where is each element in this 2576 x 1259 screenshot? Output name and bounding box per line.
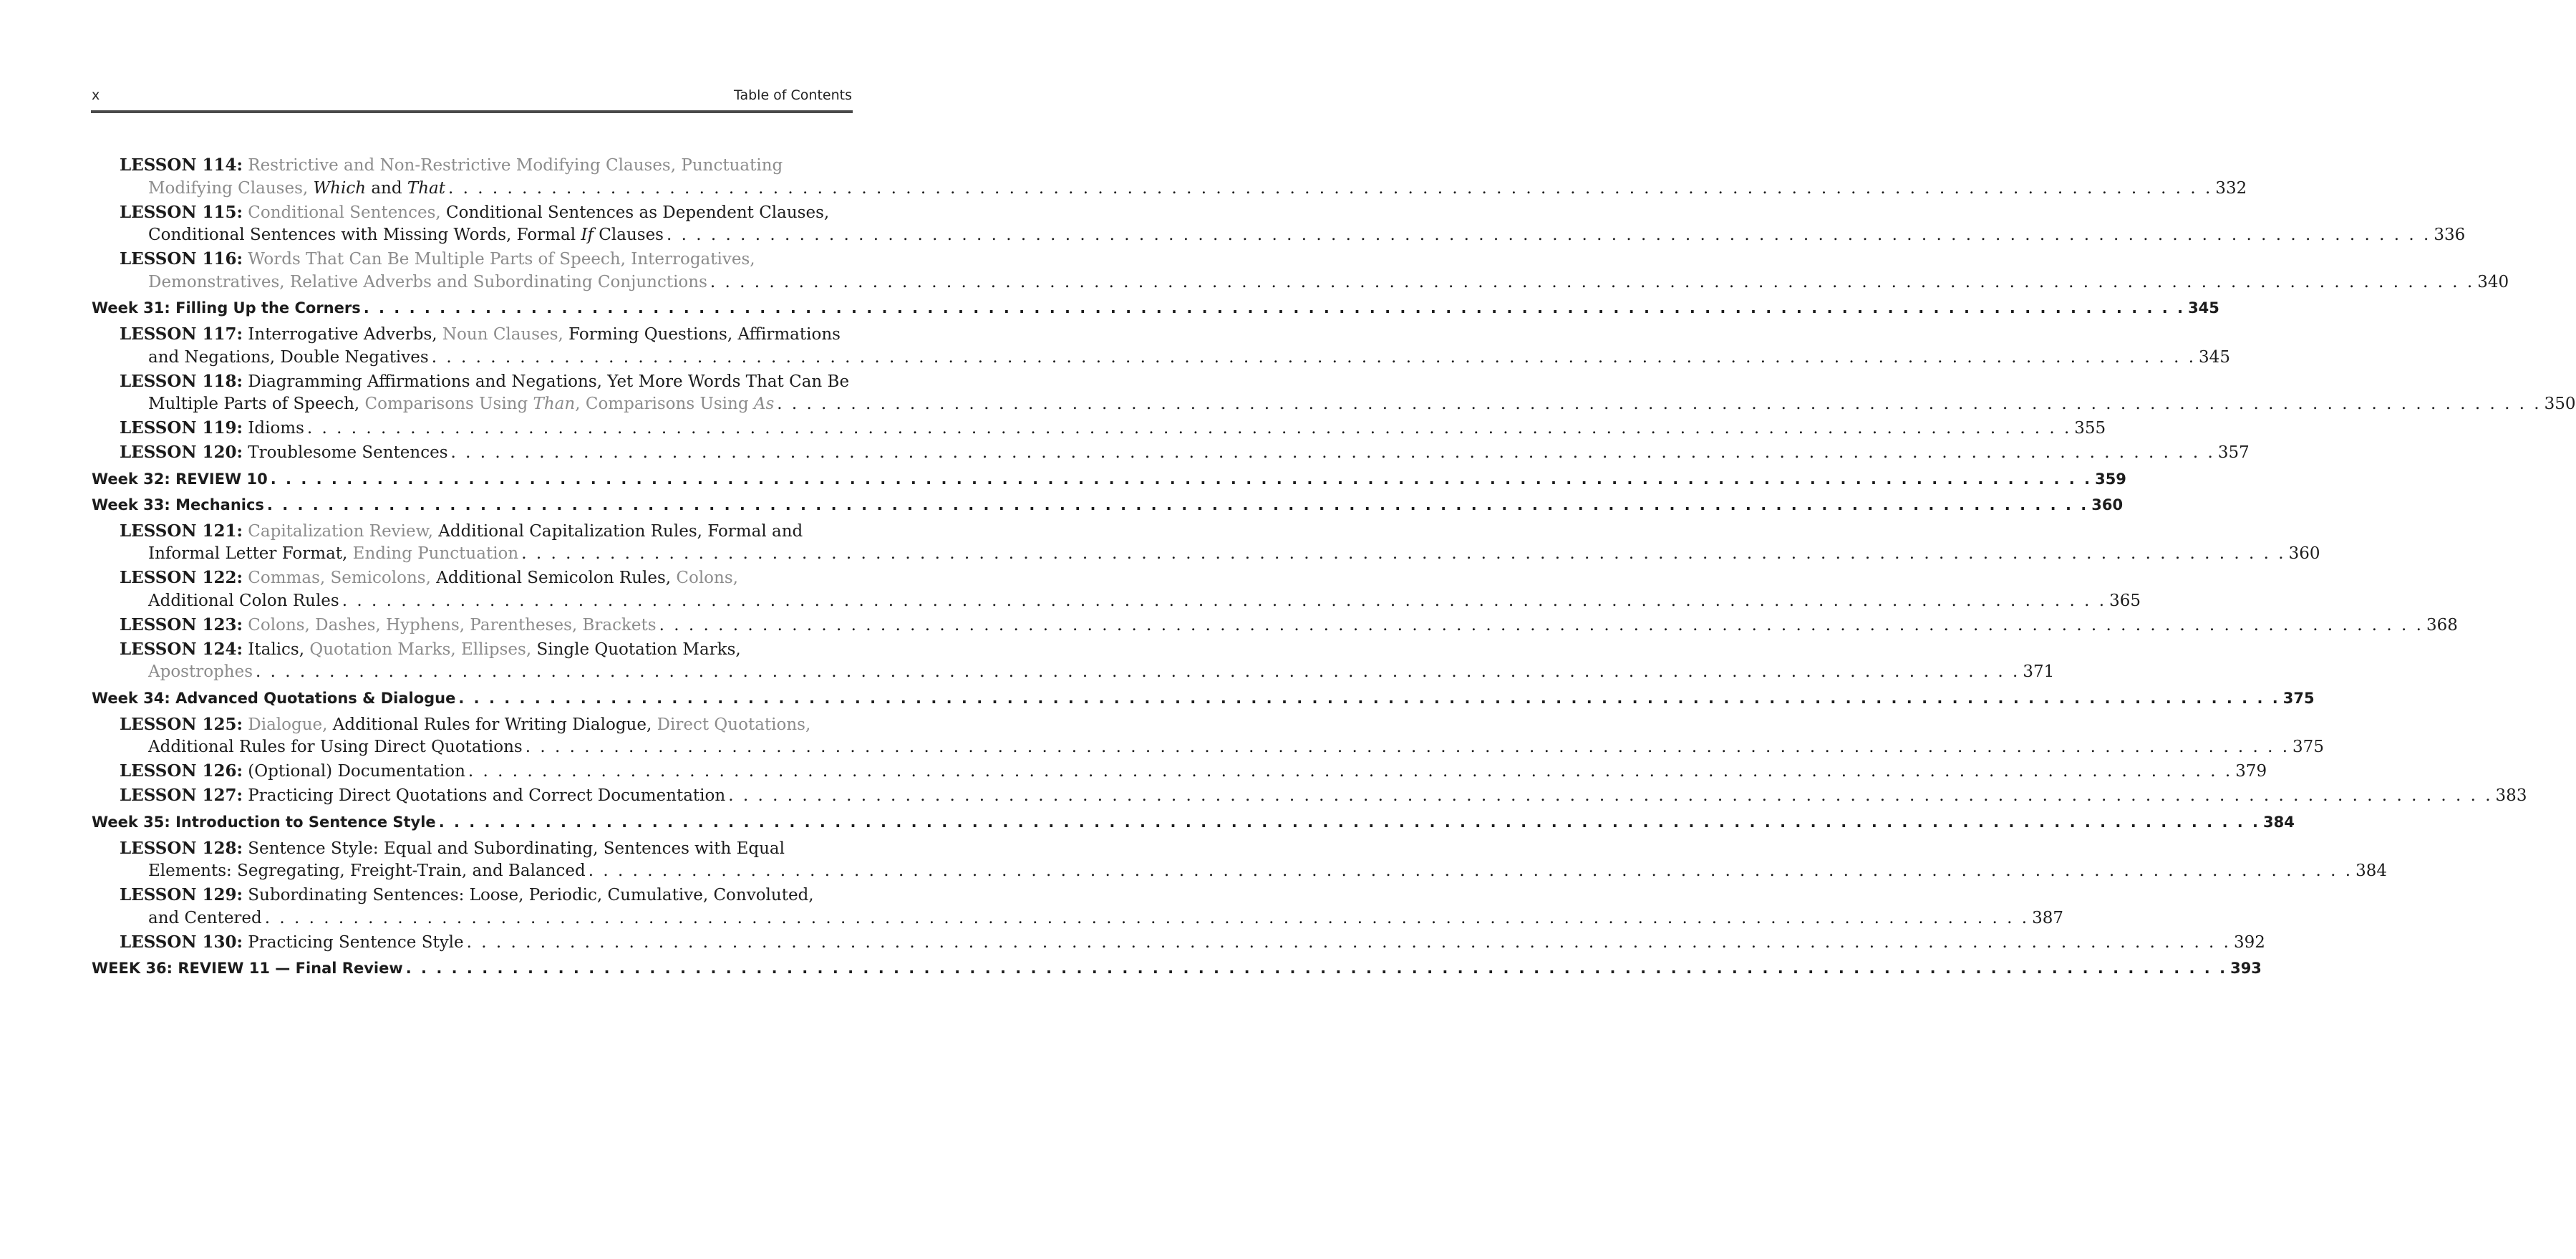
page-number: 379 bbox=[2235, 762, 2267, 781]
toc-week-entry[interactable] bbox=[92, 468, 2126, 490]
page-number: 368 bbox=[2426, 615, 2458, 635]
dot-leader: . . . . . . . . . . . . . . . . . . . . . . . . . . . . . . . . . . . . . . . . . . . . . . . . . . . . . . . . . . . . . . . . . . . . . . . . . . . . . . . . . . . . . . . . . . . . . . . . . . . . . . . . . . . . . . . . . . . . . . . . bbox=[468, 762, 2233, 781]
title-segment: Practicing Direct Quotations and Correct Documentation bbox=[242, 786, 726, 805]
week-title: Week 35: Introduction to Sentence Style bbox=[92, 813, 436, 831]
title-segment: and bbox=[366, 178, 407, 198]
page-number: 375 bbox=[2282, 689, 2315, 707]
toc-lesson-entry[interactable] bbox=[92, 784, 2527, 808]
lesson-label: LESSON 117: bbox=[120, 324, 243, 344]
toc-line bbox=[120, 441, 2250, 465]
toc-line bbox=[120, 590, 2141, 613]
title-segment: Additional Rules for Writing Dialogue, bbox=[332, 715, 657, 734]
title-segment: If bbox=[581, 226, 594, 244]
dot-leader: . . . . . . . . . . . . . . . . . . . . . . . . . . . . . . . . . . . . . . . . . . . . . . . . . . . . . . . . . . . . . . . . . . . . . . . . . . . . . . . . . . . . . . . . . . . . . . . . . . . . . . . . . . . . . . . . . . . . . . . . bbox=[270, 470, 2093, 488]
title-segment: Capitalization Review, bbox=[242, 521, 439, 541]
dot-leader: . . . . . . . . . . . . . . . . . . . . . . . . . . . . . . . . . . . . . . . . . . . . . . . . . . . . . . . . . . . . . . . . . . . . . . . . . . . . . . . . . . . . . . . . . . . . . . . . . . . . . . . . . . . . . . . . . . . . . . . . bbox=[342, 591, 2107, 610]
toc-line bbox=[120, 713, 852, 737]
title-segment: Diagramming Affirmations and Negations, Yet More Words That Can Be bbox=[242, 372, 850, 391]
title-segment: Subordinating Sentences: Loose, Periodic, Cumulative, Convoluted, bbox=[242, 886, 814, 905]
dot-leader: . . . . . . . . . . . . . . . . . . . . . . . . . . . . . . . . . . . . . . . . . . . . . . . . . . . . . . . . . . . . . . . . . . . . . . . . . . . . . . . . . . . . . . . . . . . . . . . . . . . . . . . . . . . . . . . . . . . . . . . . bbox=[431, 347, 2197, 367]
page-number: 340 bbox=[2477, 272, 2509, 291]
title-segment: Idioms bbox=[242, 419, 304, 438]
toc-line bbox=[92, 297, 2219, 319]
title-segment: Commas, Semicolons, bbox=[242, 569, 437, 587]
lesson-title-text bbox=[148, 907, 262, 930]
lesson-label: LESSON 124: bbox=[120, 639, 243, 659]
lesson-title-text bbox=[148, 271, 707, 294]
title-segment: Conditional Sentences with Missing Words, Formal bbox=[148, 226, 581, 244]
lesson-label: LESSON 127: bbox=[120, 786, 243, 805]
toc-lesson-entry[interactable] bbox=[92, 370, 2576, 416]
lesson-label: LESSON 130: bbox=[120, 932, 243, 952]
toc-line bbox=[120, 784, 2527, 808]
lesson-title-text bbox=[148, 661, 253, 684]
title-segment: Interrogative Adverbs, bbox=[242, 325, 442, 344]
toc-line bbox=[120, 931, 2265, 955]
toc-line bbox=[120, 907, 2064, 930]
toc-line bbox=[92, 468, 2126, 490]
toc-lesson-entry[interactable] bbox=[92, 323, 2230, 369]
toc-line bbox=[120, 323, 852, 347]
lesson-title-text bbox=[148, 224, 664, 247]
lesson-title-text bbox=[120, 154, 783, 178]
toc-lesson-entry[interactable] bbox=[92, 614, 2458, 637]
title-segment: Conditional Sentences as Dependent Clauses, bbox=[446, 203, 830, 222]
toc-line bbox=[120, 347, 2230, 370]
toc-line bbox=[120, 638, 852, 662]
page-number: 357 bbox=[2217, 443, 2250, 462]
dot-leader: . . . . . . . . . . . . . . . . . . . . . . . . . . . . . . . . . . . . . . . . . . . . . . . . . . . . . . . . . . . . . . . . . . . . . . . . . . . . . . . . . . . . . . . . . . . . . . . . . . . . . . . . . . . . . . . . . . . . . . . . bbox=[458, 689, 2280, 707]
toc-lesson-entry[interactable] bbox=[92, 931, 2265, 955]
toc-lesson-entry[interactable] bbox=[92, 154, 2247, 200]
page-number: 365 bbox=[2109, 591, 2141, 610]
title-segment: As bbox=[753, 395, 775, 413]
page-number: 336 bbox=[2434, 226, 2466, 244]
toc-line bbox=[120, 543, 2320, 566]
toc-line bbox=[120, 884, 852, 907]
page-number: 332 bbox=[2215, 178, 2247, 198]
lesson-label: LESSON 114: bbox=[120, 155, 243, 175]
toc-line bbox=[120, 248, 852, 271]
toc-line bbox=[120, 520, 852, 544]
lesson-title-text bbox=[148, 590, 339, 613]
header-rule bbox=[91, 110, 853, 113]
toc-week-entry[interactable] bbox=[92, 297, 2219, 319]
title-segment: Dialogue, bbox=[242, 715, 333, 734]
toc-lesson-entry[interactable] bbox=[92, 837, 2387, 883]
page-number: 350 bbox=[2544, 395, 2576, 413]
dot-leader: . . . . . . . . . . . . . . . . . . . . . . . . . . . . . . . . . . . . . . . . . . . . . . . . . . . . . . . . . . . . . . . . . . . . . . . . . . . . . . . . . . . . . . . . . . . . . . . . . . . . . . . . . . . . . . . . . . . . . . . . bbox=[256, 662, 2020, 681]
toc-lesson-entry[interactable] bbox=[92, 248, 2509, 294]
lesson-label: LESSON 118: bbox=[120, 371, 243, 391]
toc-line bbox=[120, 736, 2324, 759]
page-number: 355 bbox=[2074, 419, 2106, 438]
week-title: Week 33: Mechanics bbox=[92, 496, 264, 513]
lesson-label: LESSON 125: bbox=[120, 714, 243, 734]
running-title: Table of Contents bbox=[734, 87, 852, 103]
toc-line bbox=[120, 417, 2106, 440]
lesson-title-text bbox=[120, 370, 849, 394]
table-of-contents bbox=[92, 154, 2576, 983]
title-segment: and Centered bbox=[148, 908, 262, 927]
dot-leader: . . . . . . . . . . . . . . . . . . . . . . . . . . . . . . . . . . . . . . . . . . . . . . . . . . . . . . . . . . . . . . . . . . . . . . . . . . . . . . . . . . . . . . . . . . . . . . . . . . . . . . . . . . . . . . . . . . . . . . . . bbox=[588, 862, 2353, 880]
page-number: 384 bbox=[2263, 813, 2295, 831]
lesson-label: LESSON 121: bbox=[120, 521, 243, 541]
dot-leader: . . . . . . . . . . . . . . . . . . . . . . . . . . . . . . . . . . . . . . . . . . . . . . . . . . . . . . . . . . . . . . . . . . . . . . . . . . . . . . . . . . . . . . . . . . . . . . . . . . . . . . . . . . . . . . . . . . . . . . . . bbox=[777, 395, 2542, 413]
lesson-title-text bbox=[120, 614, 657, 637]
title-segment: Than bbox=[533, 395, 576, 413]
title-segment: Direct Quotations, bbox=[657, 715, 811, 734]
page-number: 384 bbox=[2355, 862, 2387, 880]
toc-line bbox=[92, 811, 2295, 833]
lesson-label: LESSON 115: bbox=[120, 202, 243, 222]
page-number: 371 bbox=[2023, 662, 2055, 681]
toc-lesson-entry[interactable] bbox=[92, 713, 2324, 759]
title-segment: Italics, bbox=[242, 640, 310, 659]
title-segment: Additional Colon Rules bbox=[148, 591, 339, 610]
lesson-title-text bbox=[120, 201, 829, 225]
lesson-title-text bbox=[120, 248, 755, 271]
toc-line bbox=[120, 224, 2466, 247]
lesson-title-text bbox=[148, 860, 586, 883]
toc-line bbox=[92, 688, 2315, 709]
lesson-title-text bbox=[120, 638, 741, 662]
lesson-title-text bbox=[120, 784, 725, 808]
toc-line bbox=[120, 154, 852, 178]
week-title: Week 31: Filling Up the Corners bbox=[92, 299, 361, 317]
lesson-label: LESSON 129: bbox=[120, 885, 243, 905]
toc-week-entry[interactable] bbox=[92, 811, 2295, 833]
page-number: 393 bbox=[2230, 960, 2262, 977]
lesson-title-text bbox=[120, 713, 810, 737]
toc-line bbox=[120, 201, 852, 225]
toc-line bbox=[120, 178, 2247, 201]
toc-line bbox=[120, 566, 852, 590]
toc-lesson-entry[interactable] bbox=[92, 566, 2141, 612]
dot-leader: . . . . . . . . . . . . . . . . . . . . . . . . . . . . . . . . . . . . . . . . . . . . . . . . . . . . . . . . . . . . . . . . . . . . . . . . . . . . . . . . . . . . . . . . . . . . . . . . . . . . . . . . . . . . . . . . . . . . . . . . bbox=[266, 496, 2089, 513]
title-segment: Informal Letter Format, bbox=[148, 544, 353, 563]
dot-leader: . . . . . . . . . . . . . . . . . . . . . . . . . . . . . . . . . . . . . . . . . . . . . . . . . . . . . . . . . . . . . . . . . . . . . . . . . . . . . . . . . . . . . . . . . . . . . . . . . . . . . . . . . . . . . . . . . . . . . . . . bbox=[363, 299, 2186, 317]
toc-line bbox=[120, 393, 2576, 416]
title-segment: Multiple Parts of Speech, bbox=[148, 395, 365, 413]
title-segment: Practicing Sentence Style bbox=[242, 932, 464, 952]
title-segment: Additional Capitalization Rules, Formal and bbox=[438, 521, 803, 541]
title-segment: (Optional) Documentation bbox=[242, 762, 465, 781]
lesson-title-text bbox=[148, 347, 429, 370]
lesson-title-text bbox=[120, 884, 814, 907]
toc-line bbox=[92, 494, 2124, 516]
title-segment: Demonstratives, Relative Adverbs and Subordinating Conjunctions bbox=[148, 272, 707, 291]
toc-line bbox=[120, 271, 2509, 294]
dot-leader: . . . . . . . . . . . . . . . . . . . . . . . . . . . . . . . . . . . . . . . . . . . . . . . . . . . . . . . . . . . . . . . . . . . . . . . . . . . . . . . . . . . . . . . . . . . . . . . . . . . . . . . . . . . . . . . . . . . . . . . . bbox=[728, 786, 2493, 805]
lesson-label: LESSON 122: bbox=[120, 568, 243, 587]
toc-lesson-entry[interactable] bbox=[92, 417, 2106, 440]
week-title: Week 32: REVIEW 10 bbox=[92, 470, 268, 488]
dot-leader: . . . . . . . . . . . . . . . . . . . . . . . . . . . . . . . . . . . . . . . . . . . . . . . . . . . . . . . . . . . . . . . . . . . . . . . . . . . . . . . . . . . . . . . . . . . . . . . . . . . . . . . . . . . . . . . . . . . . . . . . bbox=[666, 226, 2431, 244]
title-segment: Sentence Style: Equal and Subordinating, Sentences with Equal bbox=[242, 839, 785, 858]
toc-lesson-entry[interactable] bbox=[92, 638, 2055, 684]
toc-line bbox=[120, 614, 2458, 637]
title-segment: Modifying Clauses, bbox=[148, 178, 314, 198]
title-segment: Elements: Segregating, Freight-Train, and Balanced bbox=[148, 862, 586, 880]
title-segment: Which bbox=[313, 178, 367, 198]
toc-lesson-entry[interactable] bbox=[92, 520, 2320, 566]
title-segment: , Comparisons Using bbox=[575, 395, 754, 413]
toc-line bbox=[120, 837, 852, 861]
title-segment: Clauses bbox=[593, 226, 664, 244]
page-number: 360 bbox=[2288, 544, 2320, 563]
title-segment: and Negations, Double Negatives bbox=[148, 347, 429, 367]
title-segment: That bbox=[407, 178, 446, 198]
dot-leader: . . . . . . . . . . . . . . . . . . . . . . . . . . . . . . . . . . . . . . . . . . . . . . . . . . . . . . . . . . . . . . . . . . . . . . . . . . . . . . . . . . . . . . . . . . . . . . . . . . . . . . . . . . . . . . . . . . . . . . . . bbox=[521, 544, 2286, 563]
lesson-title-text bbox=[148, 178, 445, 201]
lesson-title-text bbox=[120, 441, 448, 465]
toc-line bbox=[120, 860, 2387, 883]
week-title: WEEK 36: REVIEW 11 — Final Review bbox=[92, 960, 403, 977]
lesson-title-text bbox=[148, 393, 774, 416]
title-segment: Troublesome Sentences bbox=[242, 443, 448, 462]
title-segment: Colons, bbox=[676, 569, 738, 587]
toc-week-entry[interactable] bbox=[92, 957, 2262, 979]
page-number: 383 bbox=[2495, 786, 2527, 805]
lesson-label: LESSON 119: bbox=[120, 418, 243, 438]
dot-leader: . . . . . . . . . . . . . . . . . . . . . . . . . . . . . . . . . . . . . . . . . . . . . . . . . . . . . . . . . . . . . . . . . . . . . . . . . . . . . . . . . . . . . . . . . . . . . . . . . . . . . . . . . . . . . . . . . . . . . . . . bbox=[466, 932, 2231, 952]
lesson-label: LESSON 123: bbox=[120, 614, 243, 635]
lesson-label: LESSON 126: bbox=[120, 761, 243, 781]
title-segment: Single Quotation Marks, bbox=[536, 640, 741, 659]
lesson-title-text bbox=[120, 417, 304, 440]
toc-line bbox=[92, 957, 2262, 979]
page-number: 387 bbox=[2032, 908, 2064, 927]
title-segment: Forming Questions, Affirmations bbox=[568, 325, 841, 344]
title-segment: Quotation Marks, Ellipses, bbox=[309, 640, 537, 659]
dot-leader: . . . . . . . . . . . . . . . . . . . . . . . . . . . . . . . . . . . . . . . . . . . . . . . . . . . . . . . . . . . . . . . . . . . . . . . . . . . . . . . . . . . . . . . . . . . . . . . . . . . . . . . . . . . . . . . . . . . . . . . . bbox=[659, 615, 2424, 635]
title-segment: Noun Clauses, bbox=[442, 325, 569, 344]
lesson-title-text bbox=[148, 543, 518, 566]
lesson-title-text bbox=[148, 736, 523, 759]
dot-leader: . . . . . . . . . . . . . . . . . . . . . . . . . . . . . . . . . . . . . . . . . . . . . . . . . . . . . . . . . . . . . . . . . . . . . . . . . . . . . . . . . . . . . . . . . . . . . . . . . . . . . . . . . . . . . . . . . . . . . . . . bbox=[710, 272, 2475, 291]
title-segment: Restrictive and Non-Restrictive Modifying Clauses, Punctuating bbox=[242, 156, 783, 175]
week-title: Week 34: Advanced Quotations & Dialogue bbox=[92, 689, 456, 707]
toc-line bbox=[120, 661, 2055, 684]
page-number: 359 bbox=[2095, 470, 2126, 488]
title-segment: Additional Rules for Using Direct Quotations bbox=[148, 738, 523, 756]
title-segment: Apostrophes bbox=[148, 662, 253, 681]
title-segment: Ending Punctuation bbox=[352, 544, 519, 563]
lesson-title-text bbox=[120, 566, 738, 590]
dot-leader: . . . . . . . . . . . . . . . . . . . . . . . . . . . . . . . . . . . . . . . . . . . . . . . . . . . . . . . . . . . . . . . . . . . . . . . . . . . . . . . . . . . . . . . . . . . . . . . . . . . . . . . . . . . . . . . . . . . . . . . . bbox=[450, 443, 2215, 462]
lesson-label: LESSON 120: bbox=[120, 443, 243, 462]
toc-line bbox=[120, 370, 852, 394]
page-number: 375 bbox=[2292, 738, 2324, 756]
dot-leader: . . . . . . . . . . . . . . . . . . . . . . . . . . . . . . . . . . . . . . . . . . . . . . . . . . . . . . . . . . . . . . . . . . . . . . . . . . . . . . . . . . . . . . . . . . . . . . . . . . . . . . . . . . . . . . . . . . . . . . . . bbox=[405, 960, 2228, 977]
dot-leader: . . . . . . . . . . . . . . . . . . . . . . . . . . . . . . . . . . . . . . . . . . . . . . . . . . . . . . . . . . . . . . . . . . . . . . . . . . . . . . . . . . . . . . . . . . . . . . . . . . . . . . . . . . . . . . . . . . . . . . . . bbox=[448, 178, 2213, 198]
title-segment: Conditional Sentences, bbox=[242, 203, 447, 222]
lesson-title-text bbox=[120, 931, 464, 955]
toc-lesson-entry[interactable] bbox=[92, 884, 2064, 930]
lesson-label: LESSON 116: bbox=[120, 249, 243, 269]
toc-lesson-entry[interactable] bbox=[92, 441, 2250, 465]
title-segment: Colons, Dashes, Hyphens, Parentheses, Brackets bbox=[242, 615, 657, 635]
toc-line bbox=[120, 760, 2267, 783]
dot-leader: . . . . . . . . . . . . . . . . . . . . . . . . . . . . . . . . . . . . . . . . . . . . . . . . . . . . . . . . . . . . . . . . . . . . . . . . . . . . . . . . . . . . . . . . . . . . . . . . . . . . . . . . . . . . . . . . . . . . . . . . bbox=[525, 738, 2290, 756]
dot-leader: . . . . . . . . . . . . . . . . . . . . . . . . . . . . . . . . . . . . . . . . . . . . . . . . . . . . . . . . . . . . . . . . . . . . . . . . . . . . . . . . . . . . . . . . . . . . . . . . . . . . . . . . . . . . . . . . . . . . . . . . bbox=[306, 419, 2072, 438]
lesson-title-text bbox=[120, 323, 841, 347]
dot-leader: . . . . . . . . . . . . . . . . . . . . . . . . . . . . . . . . . . . . . . . . . . . . . . . . . . . . . . . . . . . . . . . . . . . . . . . . . . . . . . . . . . . . . . . . . . . . . . . . . . . . . . . . . . . . . . . . . . . . . . . . bbox=[438, 813, 2261, 831]
page-folio: x bbox=[92, 87, 100, 103]
page-number: 345 bbox=[2199, 347, 2230, 367]
page-number: 345 bbox=[2188, 299, 2219, 317]
lesson-title-text bbox=[120, 837, 785, 861]
page-number: 360 bbox=[2091, 496, 2124, 513]
title-segment: Words That Can Be Multiple Parts of Speech, Interrogatives, bbox=[242, 250, 755, 269]
lesson-title-text bbox=[120, 520, 803, 544]
toc-lesson-entry[interactable] bbox=[92, 760, 2267, 783]
toc-week-entry[interactable] bbox=[92, 688, 2315, 709]
page-number: 392 bbox=[2234, 932, 2265, 952]
dot-leader: . . . . . . . . . . . . . . . . . . . . . . . . . . . . . . . . . . . . . . . . . . . . . . . . . . . . . . . . . . . . . . . . . . . . . . . . . . . . . . . . . . . . . . . . . . . . . . . . . . . . . . . . . . . . . . . . . . . . . . . . bbox=[264, 908, 2030, 927]
title-segment: Comparisons Using bbox=[364, 395, 533, 413]
lesson-title-text bbox=[120, 760, 465, 783]
title-segment: Additional Semicolon Rules, bbox=[436, 569, 677, 587]
toc-lesson-entry[interactable] bbox=[92, 201, 2466, 247]
lesson-label: LESSON 128: bbox=[120, 838, 243, 858]
toc-week-entry[interactable] bbox=[92, 494, 2124, 516]
